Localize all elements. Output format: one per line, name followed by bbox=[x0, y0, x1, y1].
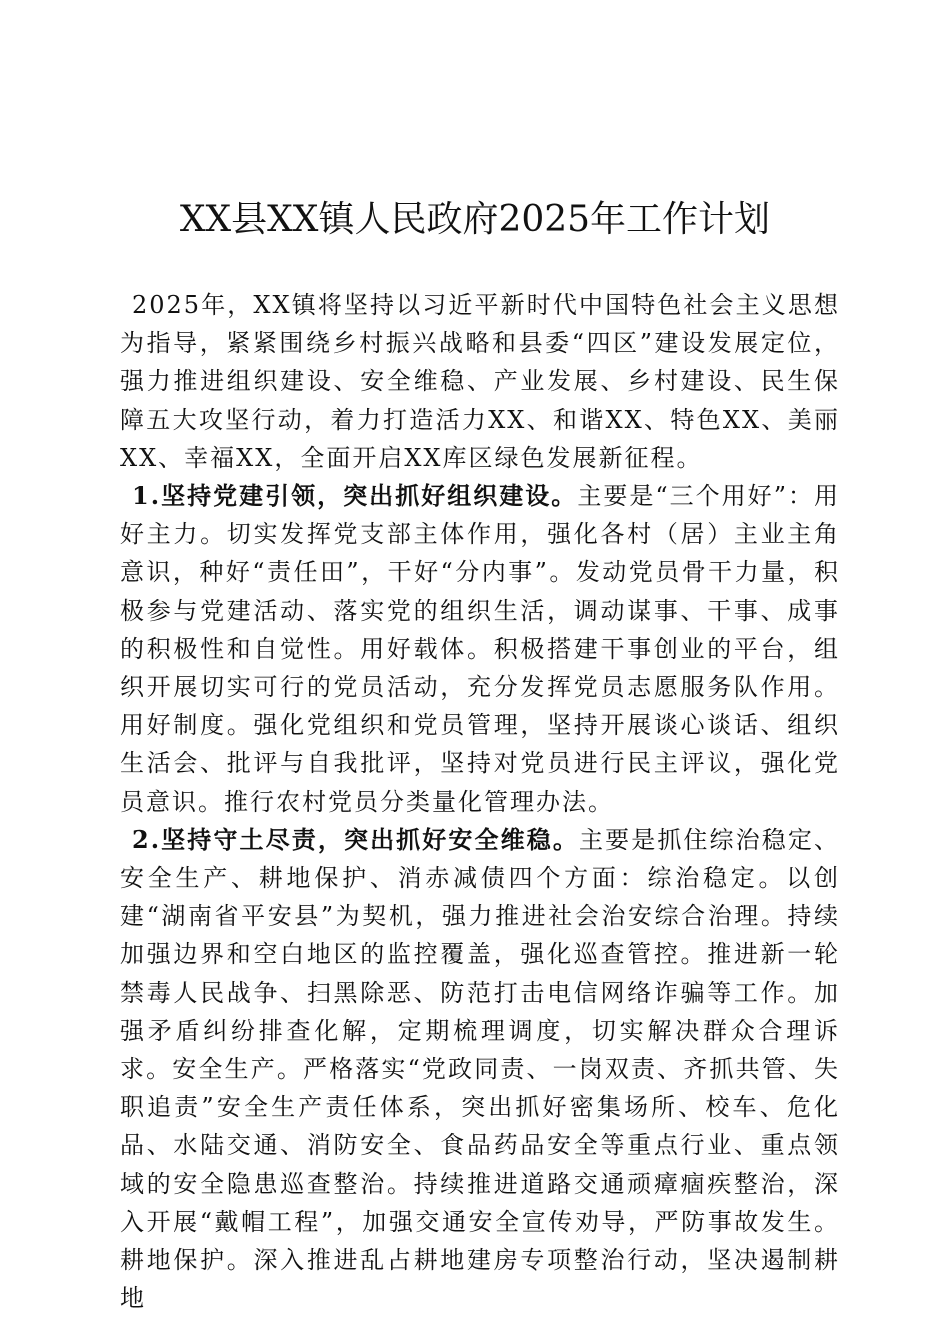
paragraph-intro-text: 2025年，XX镇将坚持以习近平新时代中国特色社会主义思想为指导，紧紧围绕乡村振兴战略和县委“四区”建设发展定位，强力推进组织建设、安全维稳、产业发展、乡村建设、民生保障五大攻坚行动，着力打造活力XX、和谐XX、特色XX、美丽XX、幸福XX，全面开启XX库区绿色发展新征程。 bbox=[120, 291, 840, 472]
paragraph-organization-text: 主要是“三个用好”：用好主力。切实发挥党支部主体作用，强化各村（居）主业主角意识，种好“责任田”，干好“分内事”。发动党员骨干力量，积极参与党建活动、落实党的组织生活，调动谋事、干事、成事的积极性和自觉性。用好载体。积极搭建干事创业的平台，组织开展切实可行的党员活动，充分发挥党员志愿服务队作用。用好制度。强化党组织和党员管理，坚持开展谈心谈话、组织生活会、批评与自我批评，坚持对党员进行民主评议，强化党员意识。推行农村党员分类量化管理办法。 bbox=[120, 482, 840, 816]
paragraph-organization bbox=[120, 477, 840, 821]
document-title: XX县XX镇人民政府2025年工作计划 bbox=[179, 199, 771, 240]
paragraph-security bbox=[120, 821, 840, 1318]
paragraph-security-heading: 2.坚持守土尽责，突出抓好安全维稳。 bbox=[132, 824, 579, 854]
paragraph-intro bbox=[120, 286, 840, 477]
document-body bbox=[120, 286, 840, 1317]
paragraph-security-text: 主要是抓住综治稳定、安全生产、耕地保护、消赤减债四个方面：综治稳定。以创建“湖南省平安县”为契机，强力推进社会治安综合治理。持续加强边界和空白地区的监控覆盖，强化巡查管控。推进新一轮禁毒人民战争、扫黑除恶、防范打击电信网络诈骗等工作。加强矛盾纠纷排查化解，定期梳理调度，切实解决群众合理诉求。安全生产。严格落实“党政同责、一岗双责、齐抓共管、失职追责”安全生产责任体系，突出抓好密集场所、校车、危化品、水陆交通、消防安全、食品药品安全等重点行业、重点领域的安全隐患巡查整治。持续推进道路交通顽瘴痼疾整治，深入开展“戴帽工程”，加强交通安全宣传劝导，严防事故发生。耕地保护。深入推进乱占耕地建房专项整治行动，坚决遏制耕地 bbox=[120, 825, 841, 1313]
paragraph-organization-heading: 1.坚持党建引领，突出抓好组织建设。 bbox=[132, 481, 578, 511]
